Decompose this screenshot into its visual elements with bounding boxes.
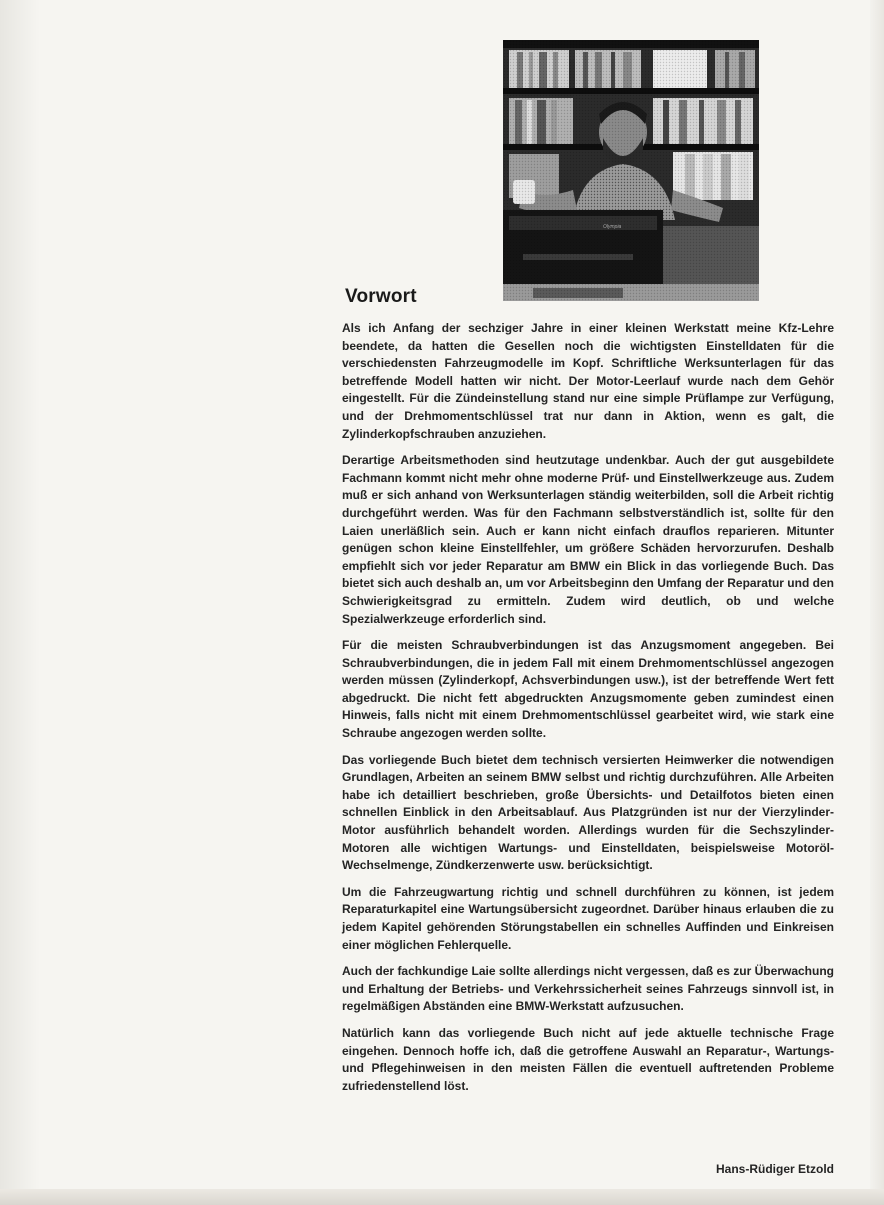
page-title: Vorwort: [345, 286, 417, 307]
paragraph-3: Für die meisten Schraubverbindungen ist das Anzugsmoment angegeben. Bei Schraubverbindungen, die in jedem Fall mit einem Drehmomentschlüssel angezogen werden müssen (Zylinderkopf, Achsverbindungen usw.), ist der betreffende Wert fett abgedruckt. Die nicht fett abgedruckten Anzugsmomente geben zumindest einen Hinweis, falls nicht mit einem Drehmomentschlüssel gearbeitet wird, wie stark eine Schraube angezogen werden sollte.: [342, 638, 834, 741]
paragraph-1: Als ich Anfang der sechziger Jahre in einer kleinen Werkstatt meine Kfz-Lehre beendete, da hatten die Gesellen noch die wichtigsten Einstelldaten für die verschiedensten Fahrzeugmodelle im Kopf. Schriftliche Werksunterlagen für das betreffende Modell hatten wir nicht. Der Motor-Leerlauf wurde nach dem Gehör eingestellt. Für die Zündeinstellung stand nur eine simple Prüflampe zur Verfügung, und der Drehmomentschlüssel trat nur dann in Aktion, wenn es galt, die Zylinderkopfschrauben anzuziehen.: [342, 321, 834, 441]
paragraph-2: Derartige Arbeitsmethoden sind heutzutage undenkbar. Auch der gut ausgebildete Fachmann kommt nicht mehr ohne moderne Prüf- und Einstellwerkzeuge aus. Zudem muß er sich anhand von Werksunterlagen ständig weiterbilden, soll die Arbeit richtig durchgeführt werden. Was für den Fachmann selbstverständlich ist, sollte für den Laien unerläßlich sein. Auch er kann nicht einfach drauflos reparieren. Mitunter genügen schon kleine Einstellfehler, um größere Schäden hervorzurufen. Deshalb empfiehlt sich vor jeder Reparatur am BMW ein Blick in das vorliegende Buch. Das bietet sich auch deshalb an, um vor Arbeitsbeginn den Umfang der Reparatur und den Schwierigkeitsgrad zu ermitteln. Zudem wird deutlich, ob und welche Spezialwerkzeuge erforderlich sind.: [342, 453, 834, 626]
page-bottom-edge: [0, 1189, 884, 1205]
photo-illustration: [503, 40, 759, 301]
paragraph-7: Natürlich kann das vorliegende Buch nicht auf jede aktuelle technische Frage eingehen. Dennoch hoffe ich, daß die getroffene Auswahl an Reparatur-, Wartungs- und Pflegehinweisen in den meisten Fällen die eventuell auftretenden Probleme zufriedenstellend löst.: [342, 1025, 834, 1093]
author-signature: Hans-Rüdiger Etzold: [715, 1162, 834, 1176]
paragraph-6: Auch der fachkundige Laie sollte allerdings nicht vergessen, daß es zur Überwachung und Erhaltung der Betriebs- und Verkehrssicherheit seines Fahrzeugs sinnvoll ist, in regelmäßigen Abständen eine BMW-Werkstatt aufzusuchen.: [342, 964, 834, 1014]
preface-body: [342, 320, 834, 1104]
paragraph-5: Um die Fahrzeugwartung richtig und schnell durchführen zu können, ist jedem Reparaturkapitel eine Wartungsübersicht zugeordnet. Darüber hinaus erlauben die zu jedem Kapitel gehörenden Störungstabellen ein schnelles Auffinden und Einkreisen einer möglichen Fehlerquelle.: [342, 884, 834, 952]
paragraph-4: Das vorliegende Buch bietet dem technisch versierten Heimwerker die notwendigen Grundlagen, Arbeiten an seinem BMW selbst und richtig durchzuführen. Alle Arbeiten habe ich detailliert beschrieben, große Übersichts- und Detailfotos bieten einen schnellen Einblick in den Arbeitsablauf. Aus Platzgründen ist nur der Vierzylinder-Motor ausführlich behandelt worden. Allerdings wurden für die Sechszylinder-Motoren alle wichtigen Wartungs- und Einstelldaten, beispielsweise Motoröl-Wechselmenge, Zündkerzenwerte usw. berücksichtigt.: [342, 752, 834, 873]
page-left-shade: [0, 0, 40, 1205]
author-at-typewriter-photo: [503, 40, 759, 301]
page-right-edge: [870, 0, 884, 1205]
